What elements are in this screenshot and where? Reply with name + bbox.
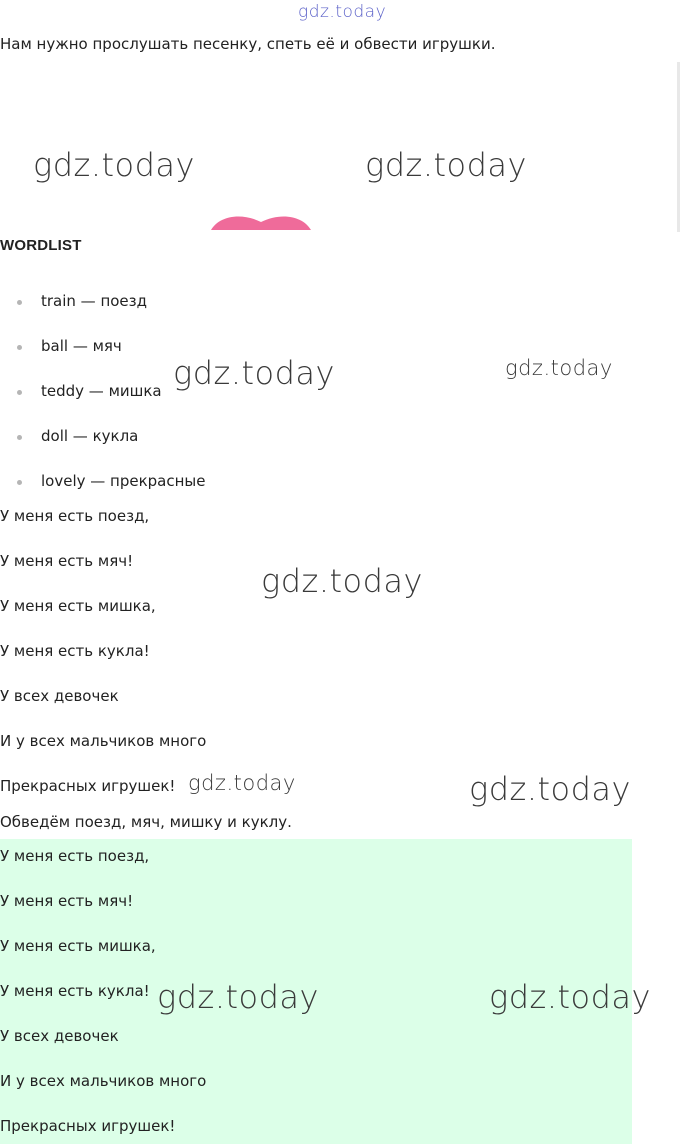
bullet xyxy=(17,300,22,305)
watermark: gdz.today xyxy=(188,771,296,795)
watermark: gdz.today xyxy=(365,146,527,184)
answer-line: У меня есть кукла! xyxy=(0,982,150,1000)
list-item: teddy — мишка xyxy=(41,382,162,400)
watermark: gdz.today xyxy=(261,562,423,600)
song-line: У меня есть поезд, xyxy=(0,507,150,525)
song-line: У меня есть мишка, xyxy=(0,597,156,615)
list-item: ball — мяч xyxy=(41,337,122,355)
answer-line: У меня есть мяч! xyxy=(0,892,134,910)
answer-line: И у всех мальчиков много xyxy=(0,1072,207,1090)
watermark: gdz.today xyxy=(33,146,195,184)
song-line: У меня есть кукла! xyxy=(0,642,150,660)
bullet xyxy=(17,390,22,395)
watermark: gdz.today xyxy=(505,356,613,380)
answer-line: У меня есть поезд, xyxy=(0,847,150,865)
heart-image xyxy=(205,214,317,230)
watermark: gdz.today xyxy=(157,978,319,1016)
watermark-top: gdz.today xyxy=(298,2,387,22)
watermark: gdz.today xyxy=(469,770,631,808)
bullet xyxy=(17,435,22,440)
song-line: И у всех мальчиков много xyxy=(0,732,207,750)
song-line: Прекрасных игрушек! xyxy=(0,777,176,795)
wordlist-heading: WORDLIST xyxy=(0,237,82,254)
answer-line: У меня есть мишка, xyxy=(0,937,156,955)
bullet xyxy=(17,480,22,485)
bullet xyxy=(17,345,22,350)
watermark: gdz.today xyxy=(173,354,335,392)
watermark: gdz.today xyxy=(489,978,651,1016)
list-item: doll — кукла xyxy=(41,427,139,445)
instruction-text: Обведём поезд, мяч, мишку и куклу. xyxy=(0,813,292,831)
song-line: У всех девочек xyxy=(0,687,119,705)
song-line: У меня есть мяч! xyxy=(0,552,134,570)
list-item: train — поезд xyxy=(41,292,148,310)
answer-line: Прекрасных игрушек! xyxy=(0,1117,176,1135)
answer-line: У всех девочек xyxy=(0,1027,119,1045)
list-item: lovely — прекрасные xyxy=(41,472,206,490)
intro-text: Нам нужно прослушать песенку, спеть её и обвести игрушки. xyxy=(0,35,496,53)
